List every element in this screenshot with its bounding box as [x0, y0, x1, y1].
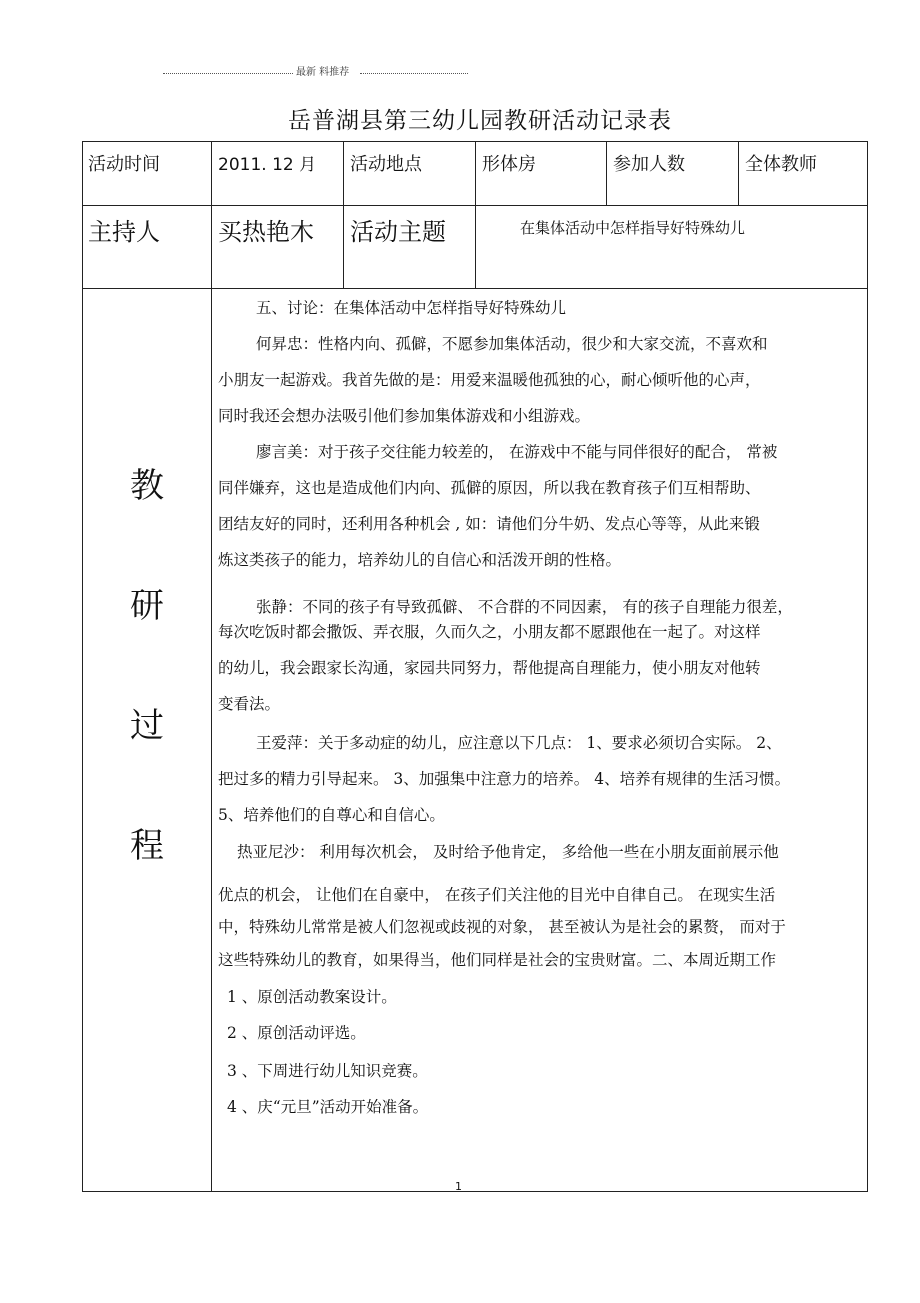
activity-topic-label: 活动主题	[350, 218, 446, 246]
activity-place-label: 活动地点	[350, 154, 422, 175]
host-label: 主持人	[88, 218, 160, 246]
content-line: 五、讨论：在集体活动中怎样指导好特殊幼儿	[256, 299, 567, 317]
content-line: 热亚尼沙： 利用每次机会， 及时给予他肯定， 多给他一些在小朋友面前展示他	[237, 843, 779, 861]
table-column-divider	[738, 141, 739, 205]
content-line: 廖言美：对于孩子交往能力较差的， 在游戏中不能与同伴很好的配合， 常被	[256, 443, 778, 461]
content-line: 小朋友一起游戏。我首先做的是：用爱来温暖他孤独的心，耐心倾听他的心声，	[218, 371, 761, 389]
process-label-char: 教	[130, 466, 164, 506]
table-row-divider	[82, 288, 868, 289]
content-line: 同时我还会想办法吸引他们参加集体游戏和小组游戏。	[218, 407, 591, 425]
activity-time-label: 活动时间	[88, 154, 160, 175]
process-label-char: 程	[130, 826, 164, 866]
content-line: 4 、庆“元旦”活动开始准备。	[227, 1098, 429, 1116]
content-line: 同伴嫌弃，这也是造成他们内向、孤僻的原因，所以我在教育孩子们互相帮助、	[218, 479, 761, 497]
header-dotted-rule-left	[163, 73, 293, 74]
page-number: 1	[455, 1180, 462, 1193]
content-line: 张静：不同的孩子有导致孤僻、 不合群的不同因素， 有的孩子自理能力很差，	[256, 598, 793, 616]
document-title: 岳普湖县第三幼儿园教研活动记录表	[288, 108, 672, 134]
content-line: 3 、下周进行幼儿知识竞赛。	[227, 1062, 428, 1080]
content-line: 这些特殊幼儿的教育，如果得当，他们同样是社会的宝贵财富。二、本周近期工作	[218, 951, 777, 969]
table-column-divider	[211, 141, 212, 1191]
content-line: 把过多的精力引导起来。 3、加强集中注意力的培养。 4、培养有规律的生活习惯。	[218, 770, 791, 788]
content-line: 5、培养他们的自尊心和自信心。	[218, 806, 445, 824]
table-border-right	[867, 141, 868, 1191]
process-label-char: 研	[130, 586, 164, 626]
content-line: 优点的机会， 让他们在自豪中， 在孩子们关注他的目光中自律自己。 在现实生活	[218, 886, 776, 904]
page-header	[163, 67, 468, 79]
activity-place-value: 形体房	[482, 154, 536, 175]
content-line: 2 、原创活动评选。	[227, 1024, 366, 1042]
content-line: 变看法。	[218, 695, 281, 713]
participant-count-value: 全体教师	[745, 154, 817, 175]
header-dotted-rule-right	[360, 73, 468, 74]
participant-count-label: 参加人数	[613, 154, 685, 175]
table-column-divider	[343, 141, 344, 288]
content-line: 炼这类孩子的能力，培养幼儿的自信心和活泼开朗的性格。	[218, 551, 622, 569]
content-line: 何昇忠：性格内向、孤僻，不愿参加集体活动，很少和大家交流，不喜欢和	[256, 335, 768, 353]
table-column-divider	[475, 141, 476, 288]
content-line: 1 、原创活动教案设计。	[227, 988, 397, 1006]
activity-time-value: 2011. 12 月	[218, 155, 317, 175]
content-line: 王爱萍：关于多动症的幼儿，应注意以下几点： 1、要求必须切合实际。 2、	[256, 734, 782, 752]
host-value: 买热艳木	[218, 218, 314, 246]
content-line: 每次吃饭时都会撒饭、弄衣服，久而久之，小朋友都不愿跟他在一起了。对这样	[218, 623, 761, 641]
content-line: 的幼儿，我会跟家长沟通，家园共同努力，帮他提高自理能力，使小朋友对他转	[218, 659, 761, 677]
table-border-bottom	[82, 1191, 868, 1192]
table-border-left	[82, 141, 83, 1191]
header-text: 最新 料推荐	[296, 67, 350, 78]
process-label-char: 过	[130, 706, 164, 746]
table-column-divider	[606, 141, 607, 205]
content-line: 中，特殊幼儿常常是被人们忽视或歧视的对象， 甚至被认为是社会的累赘， 而对于	[218, 918, 786, 936]
content-line: 团结友好的同时，还利用各种机会 , 如：请他们分牛奶、发点心等等，从此来锻	[218, 515, 760, 533]
activity-topic-value: 在集体活动中怎样指导好特殊幼儿	[520, 219, 746, 237]
